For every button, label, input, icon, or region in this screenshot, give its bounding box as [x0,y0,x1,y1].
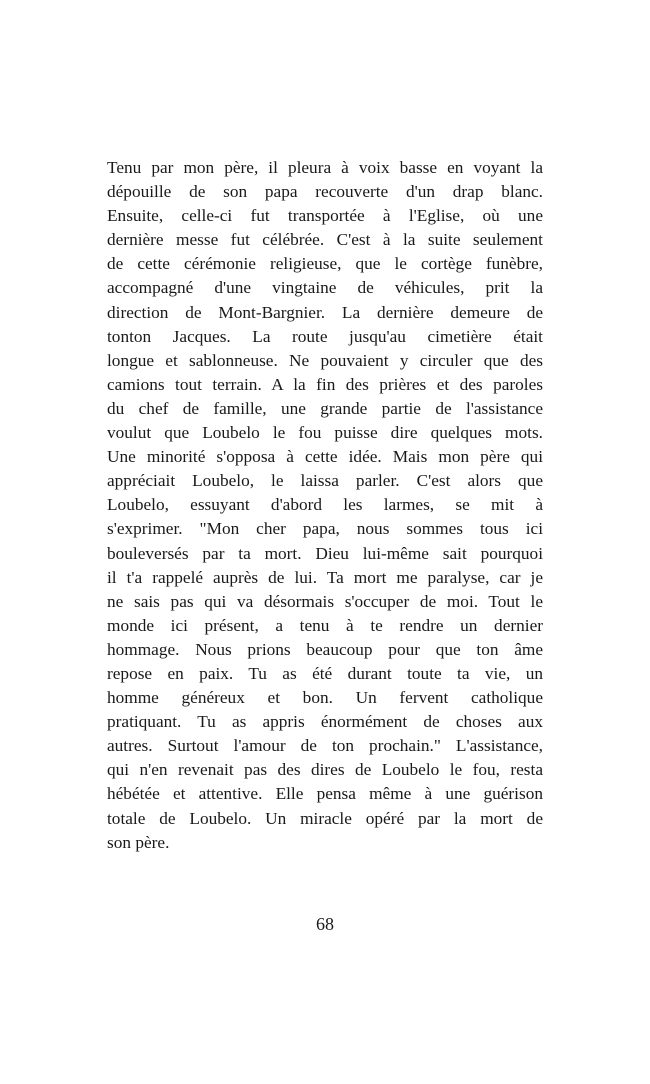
paragraph-line: direction de Mont-Bargnier. La dernière demeure de [107,302,543,322]
paragraph-line: camions tout terrain. A la fin des prières et des paroles [107,374,543,394]
paragraph-line: accompagné d'une vingtaine de véhicules, prit la [107,278,543,298]
paragraph-line: repose en paix. Tu as été durant toute ta vie, un [107,663,543,683]
paragraph-line: longue et sablonneuse. Ne pouvaient y circuler que des [107,350,543,370]
paragraph-line: appréciait Loubelo, le laissa parler. C'est alors que [107,471,543,491]
paragraph-line: totale de Loubelo. Un miracle opéré par la mort de [107,808,543,828]
paragraph-line: hébétée et attentive. Elle pensa même à une guérison [107,784,543,804]
paragraph-line: homme généreux et bon. Un fervent catholique [107,688,543,708]
paragraph-line: du chef de famille, une grande partie de l'assistance [107,398,543,418]
paragraph-line: Loubelo, essuyant d'abord les larmes, se mit à [107,495,543,515]
page-number: 68 [316,914,334,934]
paragraph-line: Une minorité s'opposa à cette idée. Mais mon père qui [107,447,543,467]
paragraph-line: monde ici présent, a tenu à te rendre un dernier [107,615,543,635]
paragraph-line: ne sais pas qui va désormais s'occuper de moi. Tout le [107,591,543,611]
paragraph-line: Tenu par mon père, il pleura à voix basse en voyant la [107,158,543,177]
paragraph-line: son père. [107,832,170,852]
paragraph-line: voulut que Loubelo le fou puisse dire quelques mots. [107,423,543,443]
paragraph-line: s'exprimer. "Mon cher papa, nous sommes tous ici [107,519,543,539]
paragraph-line: hommage. Nous prions beaucoup pour que ton âme [107,639,543,659]
body-paragraph [107,156,543,855]
paragraph-line: Ensuite, celle-ci fut transportée à l'Eglise, où une [107,206,543,226]
paragraph-line: autres. Surtout l'amour de ton prochain." L'assistance, [107,736,543,756]
paragraph-line: bouleversés par ta mort. Dieu lui-même sait pourquoi [107,543,543,563]
paragraph-line: il t'a rappelé auprès de lui. Ta mort me paralyse, car je [107,567,543,587]
paragraph-line: de cette cérémonie religieuse, que le cortège funèbre, [107,254,543,274]
paragraph-line: tonton Jacques. La route jusqu'au cimetière était [107,326,543,346]
paragraph-line: dépouille de son papa recouverte d'un drap blanc. [107,182,543,202]
paragraph-line: dernière messe fut célébrée. C'est à la suite seulement [107,230,543,250]
paragraph-line: pratiquant. Tu as appris énormément de choses aux [107,712,543,732]
paragraph-line: qui n'en revenait pas des dires de Loubelo le fou, resta [107,760,543,780]
